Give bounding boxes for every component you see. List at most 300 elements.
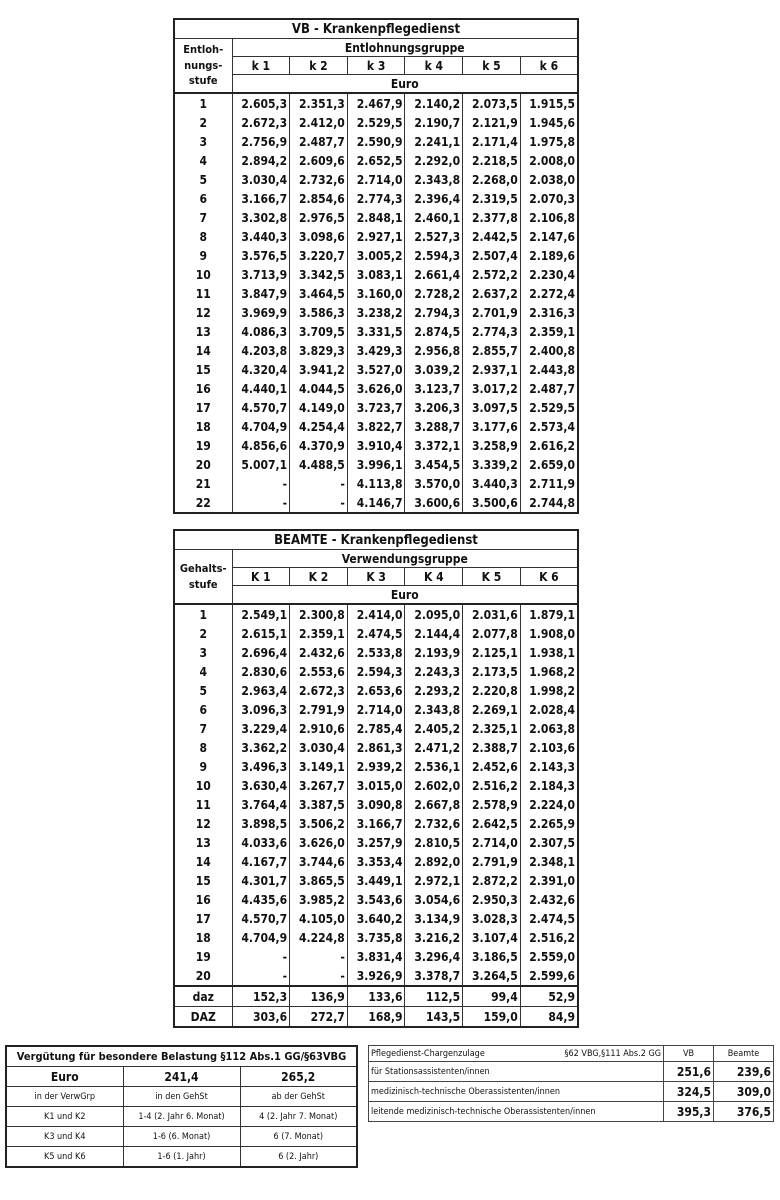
vb-salary-value-cell: 2.927,1	[347, 227, 405, 246]
vb-salary-value-cell: 4.203,8	[232, 341, 290, 360]
vb-salary-value-cell: 3.342,5	[290, 265, 348, 284]
belastung-table	[5, 1045, 358, 1168]
vb-salary-value-cell: 3.713,9	[232, 265, 290, 284]
beamte-salary-value-cell: 3.626,0	[290, 833, 348, 852]
beamte-salary-value-cell: 2.143,3	[520, 757, 578, 776]
vb-salary-value-cell: 4.320,4	[232, 360, 290, 379]
beamte-stub-line-2: stufe	[188, 577, 218, 591]
vb-salary-value-cell: 3.258,9	[463, 436, 521, 455]
beamte-table-title: BEAMTE - Krankenpflegedienst	[174, 530, 578, 550]
vb-salary-value-cell: 1.975,8	[520, 132, 578, 151]
vb-salary-value-cell: 5.007,1	[232, 455, 290, 474]
beamte-salary-value-cell: 2.144,4	[405, 624, 463, 643]
beamte-allowance-value-cell: 159,0	[463, 1007, 521, 1028]
vb-salary-row	[174, 227, 578, 246]
beamte-salary-value-cell: 2.696,4	[232, 643, 290, 662]
vb-salary-value-cell: 2.937,1	[463, 360, 521, 379]
beamte-salary-value-cell: 3.387,5	[290, 795, 348, 814]
vb-salary-row	[174, 360, 578, 379]
beamte-salary-value-cell: 3.985,2	[290, 890, 348, 909]
vb-salary-value-cell: 2.272,4	[520, 284, 578, 303]
beamte-salary-row	[174, 966, 578, 986]
vb-salary-value-cell: 3.177,6	[463, 417, 521, 436]
beamte-allowance-value-cell: 99,4	[463, 986, 521, 1007]
vb-salary-value-cell: 4.704,9	[232, 417, 290, 436]
vb-salary-value-cell: 2.855,7	[463, 341, 521, 360]
beamte-allowance-value-cell: 272,7	[290, 1007, 348, 1028]
vb-salary-value-cell: 2.744,8	[520, 493, 578, 513]
belastung-col-group: in der VerwGrp	[6, 1087, 123, 1107]
beamte-col-k1: K 1	[232, 568, 290, 586]
vb-salary-level-cell: 7	[174, 208, 232, 227]
beamte-salary-value-cell: 2.599,6	[520, 966, 578, 986]
vb-salary-value-cell: 2.359,1	[520, 322, 578, 341]
beamte-allowance-value-cell: 52,9	[520, 986, 578, 1007]
vb-salary-row	[174, 246, 578, 265]
vb-salary-value-cell: 2.400,8	[520, 341, 578, 360]
vb-salary-value-cell: 2.572,2	[463, 265, 521, 284]
beamte-salary-value-cell: 3.166,7	[347, 814, 405, 833]
chargenzulage-vb-value: 395,3	[664, 1102, 714, 1122]
vb-salary-value-cell: 3.454,5	[405, 455, 463, 474]
vb-salary-row	[174, 303, 578, 322]
beamte-salary-row	[174, 719, 578, 738]
beamte-salary-level-cell: 6	[174, 700, 232, 719]
vb-salary-value-cell: 2.732,6	[290, 170, 348, 189]
vb-salary-value-cell: 2.140,2	[405, 93, 463, 113]
beamte-salary-value-cell: 2.861,3	[347, 738, 405, 757]
vb-salary-row	[174, 322, 578, 341]
beamte-salary-value-cell: 3.296,4	[405, 947, 463, 966]
beamte-table-allowances	[174, 986, 578, 1027]
vb-table-title: VB - Krankenpflegedienst	[174, 19, 578, 39]
beamte-salary-value-cell: 2.343,8	[405, 700, 463, 719]
vb-salary-value-cell: 2.460,1	[405, 208, 463, 227]
vb-salary-value-cell: 3.288,7	[405, 417, 463, 436]
vb-currency-label: Euro	[232, 75, 578, 94]
vb-salary-value-cell: 3.123,7	[405, 379, 463, 398]
vb-salary-value-cell: 2.319,5	[463, 189, 521, 208]
vb-salary-value-cell: 3.030,4	[232, 170, 290, 189]
beamte-salary-value-cell: 2.910,6	[290, 719, 348, 738]
beamte-salary-level-cell: 10	[174, 776, 232, 795]
beamte-salary-row	[174, 662, 578, 681]
vb-salary-row	[174, 113, 578, 132]
vb-salary-value-cell: 2.894,2	[232, 151, 290, 170]
belastung-row	[6, 1127, 357, 1147]
vb-salary-value-cell: 3.083,1	[347, 265, 405, 284]
vb-salary-value-cell: 2.637,2	[463, 284, 521, 303]
beamte-salary-value-cell: 2.077,8	[463, 624, 521, 643]
beamte-salary-value-cell: 3.015,0	[347, 776, 405, 795]
vb-salary-row	[174, 132, 578, 151]
beamte-salary-value-cell: 1.938,1	[520, 643, 578, 662]
beamte-salary-value-cell: 1.879,1	[520, 604, 578, 624]
vb-stub-line-3: stufe	[188, 74, 218, 88]
beamte-salary-table	[173, 529, 579, 1028]
beamte-salary-value-cell: 2.432,6	[520, 890, 578, 909]
vb-salary-value-cell: 4.570,7	[232, 398, 290, 417]
vb-salary-value-cell: 2.661,4	[405, 265, 463, 284]
vb-salary-value-cell: 2.443,8	[520, 360, 578, 379]
belastung-after: 6 (2. Jahr)	[240, 1147, 357, 1168]
beamte-salary-value-cell: 3.267,7	[290, 776, 348, 795]
beamte-salary-value-cell: 2.193,9	[405, 643, 463, 662]
beamte-salary-value-cell: 3.030,4	[290, 738, 348, 757]
beamte-salary-value-cell: 2.533,8	[347, 643, 405, 662]
vb-salary-value-cell: 2.956,8	[405, 341, 463, 360]
beamte-allowance-value-cell: 136,9	[290, 986, 348, 1007]
beamte-salary-level-cell: 1	[174, 604, 232, 624]
vb-salary-value-cell: 2.573,4	[520, 417, 578, 436]
vb-salary-value-cell: 2.728,2	[405, 284, 463, 303]
vb-salary-value-cell: -	[232, 474, 290, 493]
beamte-salary-value-cell: 2.892,0	[405, 852, 463, 871]
beamte-column-headers	[174, 568, 578, 586]
vb-salary-value-cell: 2.351,3	[290, 93, 348, 113]
vb-salary-level-cell: 15	[174, 360, 232, 379]
beamte-allowance-value-cell: 112,5	[405, 986, 463, 1007]
vb-salary-value-cell: 2.070,3	[520, 189, 578, 208]
vb-salary-value-cell: 2.073,5	[463, 93, 521, 113]
beamte-salary-value-cell: 2.714,0	[347, 700, 405, 719]
beamte-salary-value-cell: 2.269,1	[463, 700, 521, 719]
vb-salary-value-cell: 2.442,5	[463, 227, 521, 246]
beamte-salary-level-cell: 17	[174, 909, 232, 928]
beamte-salary-row	[174, 833, 578, 852]
beamte-salary-value-cell: 2.791,9	[463, 852, 521, 871]
beamte-salary-value-cell: 2.173,5	[463, 662, 521, 681]
beamte-salary-level-cell: 20	[174, 966, 232, 986]
beamte-salary-value-cell: 4.224,8	[290, 928, 348, 947]
vb-salary-value-cell: 3.910,4	[347, 436, 405, 455]
belastung-group: K5 und K6	[6, 1147, 123, 1168]
vb-salary-level-cell: 9	[174, 246, 232, 265]
chargenzulage-col-beamte: Beamte	[714, 1046, 774, 1062]
vb-salary-value-cell: 2.659,0	[520, 455, 578, 474]
beamte-salary-row	[174, 757, 578, 776]
vb-salary-value-cell: 2.774,3	[463, 322, 521, 341]
beamte-salary-value-cell: 3.090,8	[347, 795, 405, 814]
beamte-salary-value-cell: 2.405,2	[405, 719, 463, 738]
beamte-salary-value-cell: 3.186,5	[463, 947, 521, 966]
vb-salary-level-cell: 3	[174, 132, 232, 151]
vb-salary-value-cell: 2.292,0	[405, 151, 463, 170]
vb-salary-value-cell: 3.166,7	[232, 189, 290, 208]
chargenzulage-beamte-value: 309,0	[714, 1082, 774, 1102]
vb-salary-row	[174, 341, 578, 360]
vb-salary-level-cell: 11	[174, 284, 232, 303]
beamte-salary-value-cell: 2.602,0	[405, 776, 463, 795]
beamte-salary-value-cell: 2.830,6	[232, 662, 290, 681]
belastung-amount-2: 265,2	[240, 1067, 357, 1087]
vb-salary-value-cell: 3.238,2	[347, 303, 405, 322]
vb-salary-value-cell: 2.711,9	[520, 474, 578, 493]
beamte-salary-value-cell: 2.714,0	[463, 833, 521, 852]
vb-salary-value-cell: 3.500,6	[463, 493, 521, 513]
vb-salary-row	[174, 208, 578, 227]
vb-salary-row	[174, 493, 578, 513]
vb-salary-level-cell: 17	[174, 398, 232, 417]
beamte-salary-value-cell: 2.432,6	[290, 643, 348, 662]
vb-salary-value-cell: 2.412,0	[290, 113, 348, 132]
beamte-salary-row	[174, 795, 578, 814]
beamte-stub-line-1: Gehalts-	[179, 561, 227, 575]
vb-salary-level-cell: 12	[174, 303, 232, 322]
beamte-salary-level-cell: 5	[174, 681, 232, 700]
beamte-salary-value-cell: 2.414,0	[347, 604, 405, 624]
vb-salary-row	[174, 436, 578, 455]
chargenzulage-row	[369, 1062, 774, 1082]
beamte-salary-value-cell: 3.378,7	[405, 966, 463, 986]
vb-salary-value-cell: 3.626,0	[347, 379, 405, 398]
vb-salary-value-cell: -	[290, 474, 348, 493]
vb-salary-value-cell: 3.372,1	[405, 436, 463, 455]
vb-salary-value-cell: 4.086,3	[232, 322, 290, 341]
vb-salary-value-cell: 2.121,9	[463, 113, 521, 132]
beamte-group-header: Verwendungsgruppe	[232, 550, 578, 568]
beamte-salary-value-cell: 2.939,2	[347, 757, 405, 776]
beamte-salary-value-cell: 3.898,5	[232, 814, 290, 833]
chargenzulage-row	[369, 1102, 774, 1122]
belastung-group: K1 und K2	[6, 1107, 123, 1127]
vb-salary-value-cell: 3.097,5	[463, 398, 521, 417]
vb-salary-value-cell: 4.044,5	[290, 379, 348, 398]
vb-col-k5: k 5	[463, 57, 521, 75]
beamte-salary-value-cell: 2.474,5	[520, 909, 578, 928]
vb-salary-value-cell: 3.464,5	[290, 284, 348, 303]
vb-salary-value-cell: 3.206,3	[405, 398, 463, 417]
chargenzulage-vb-value: 251,6	[664, 1062, 714, 1082]
vb-salary-value-cell: 2.609,6	[290, 151, 348, 170]
beamte-salary-value-cell: 2.516,2	[463, 776, 521, 795]
vb-salary-value-cell: 2.616,2	[520, 436, 578, 455]
beamte-salary-value-cell: 3.543,6	[347, 890, 405, 909]
vb-salary-value-cell: 3.576,5	[232, 246, 290, 265]
beamte-salary-value-cell: 2.220,8	[463, 681, 521, 700]
vb-salary-value-cell: 2.672,3	[232, 113, 290, 132]
beamte-salary-value-cell: 2.063,8	[520, 719, 578, 738]
beamte-salary-value-cell: 2.536,1	[405, 757, 463, 776]
beamte-salary-value-cell: 2.348,1	[520, 852, 578, 871]
beamte-salary-value-cell: 3.149,1	[290, 757, 348, 776]
vb-salary-value-cell: 3.440,3	[463, 474, 521, 493]
vb-salary-value-cell: 2.756,9	[232, 132, 290, 151]
vb-salary-row	[174, 170, 578, 189]
beamte-salary-level-cell: 11	[174, 795, 232, 814]
beamte-salary-value-cell: 3.229,4	[232, 719, 290, 738]
beamte-salary-value-cell: 3.831,4	[347, 947, 405, 966]
vb-salary-row	[174, 379, 578, 398]
beamte-salary-row	[174, 871, 578, 890]
beamte-salary-value-cell: 3.054,6	[405, 890, 463, 909]
beamte-salary-value-cell: 3.134,9	[405, 909, 463, 928]
vb-salary-level-cell: 14	[174, 341, 232, 360]
vb-salary-value-cell: 4.113,8	[347, 474, 405, 493]
beamte-col-k6: K 6	[520, 568, 578, 586]
vb-salary-value-cell: 2.701,9	[463, 303, 521, 322]
vb-salary-value-cell: 3.570,0	[405, 474, 463, 493]
vb-salary-level-cell: 13	[174, 322, 232, 341]
vb-salary-row	[174, 265, 578, 284]
vb-salary-value-cell: 2.106,8	[520, 208, 578, 227]
vb-salary-value-cell: 3.302,8	[232, 208, 290, 227]
beamte-salary-value-cell: 2.388,7	[463, 738, 521, 757]
vb-salary-level-cell: 2	[174, 113, 232, 132]
vb-salary-value-cell: 3.220,7	[290, 246, 348, 265]
vb-salary-value-cell: 3.440,3	[232, 227, 290, 246]
vb-salary-value-cell: 3.822,7	[347, 417, 405, 436]
beamte-salary-value-cell: 2.125,1	[463, 643, 521, 662]
beamte-salary-value-cell: 2.516,2	[520, 928, 578, 947]
vb-salary-level-cell: 22	[174, 493, 232, 513]
vb-salary-value-cell: 3.941,2	[290, 360, 348, 379]
beamte-salary-level-cell: 19	[174, 947, 232, 966]
beamte-allowance-value-cell: 133,6	[347, 986, 405, 1007]
vb-salary-value-cell: 2.605,3	[232, 93, 290, 113]
beamte-salary-value-cell: 2.224,0	[520, 795, 578, 814]
belastung-group: K3 und K4	[6, 1127, 123, 1147]
belastung-title: Vergütung für besondere Belastung §112 Abs.1 GG/§63VBG	[6, 1046, 357, 1067]
vb-salary-value-cell: 4.440,1	[232, 379, 290, 398]
vb-salary-value-cell: 3.527,0	[347, 360, 405, 379]
beamte-salary-value-cell: -	[290, 947, 348, 966]
beamte-salary-row	[174, 928, 578, 947]
beamte-salary-value-cell: 3.362,2	[232, 738, 290, 757]
vb-salary-value-cell: 2.774,3	[347, 189, 405, 208]
beamte-salary-value-cell: 4.105,0	[290, 909, 348, 928]
belastung-currency-label: Euro	[6, 1067, 123, 1087]
vb-salary-row	[174, 417, 578, 436]
beamte-salary-value-cell: 2.578,9	[463, 795, 521, 814]
vb-group-header: Entlohnungsgruppe	[232, 39, 578, 57]
vb-salary-value-cell: 3.017,2	[463, 379, 521, 398]
beamte-allowance-value-cell: 84,9	[520, 1007, 578, 1028]
vb-salary-value-cell: -	[290, 493, 348, 513]
belastung-col-from: in den GehSt	[123, 1087, 240, 1107]
vb-salary-value-cell: 2.848,1	[347, 208, 405, 227]
beamte-salary-value-cell: 3.096,3	[232, 700, 290, 719]
vb-salary-value-cell: 4.856,6	[232, 436, 290, 455]
vb-salary-value-cell: 2.008,0	[520, 151, 578, 170]
beamte-table-body	[174, 604, 578, 986]
vb-salary-value-cell: 2.976,5	[290, 208, 348, 227]
beamte-salary-level-cell: 16	[174, 890, 232, 909]
vb-salary-value-cell: 2.268,0	[463, 170, 521, 189]
vb-salary-row	[174, 189, 578, 208]
beamte-salary-value-cell: 2.452,6	[463, 757, 521, 776]
beamte-salary-value-cell: 4.301,7	[232, 871, 290, 890]
beamte-salary-value-cell: 4.167,7	[232, 852, 290, 871]
beamte-salary-value-cell: 1.998,2	[520, 681, 578, 700]
vb-salary-level-cell: 10	[174, 265, 232, 284]
vb-salary-level-cell: 21	[174, 474, 232, 493]
vb-salary-value-cell: 2.794,3	[405, 303, 463, 322]
beamte-salary-row	[174, 681, 578, 700]
beamte-col-k3: K 3	[347, 568, 405, 586]
beamte-salary-value-cell: 2.265,9	[520, 814, 578, 833]
vb-salary-value-cell: 4.370,9	[290, 436, 348, 455]
beamte-salary-level-cell: 13	[174, 833, 232, 852]
vb-salary-level-cell: 19	[174, 436, 232, 455]
beamte-salary-value-cell: 2.307,5	[520, 833, 578, 852]
beamte-salary-value-cell: -	[232, 947, 290, 966]
vb-col-k2: k 2	[290, 57, 348, 75]
vb-col-k4: k 4	[405, 57, 463, 75]
vb-salary-value-cell: 2.343,8	[405, 170, 463, 189]
beamte-salary-value-cell: 3.744,6	[290, 852, 348, 871]
vb-salary-value-cell: 2.230,4	[520, 265, 578, 284]
beamte-salary-value-cell: 2.243,3	[405, 662, 463, 681]
vb-salary-value-cell: 2.189,6	[520, 246, 578, 265]
vb-salary-value-cell: 3.586,3	[290, 303, 348, 322]
beamte-allowance-level-cell: daz	[174, 986, 232, 1007]
beamte-salary-value-cell: 3.506,2	[290, 814, 348, 833]
vb-salary-value-cell: 2.527,3	[405, 227, 463, 246]
beamte-currency-label: Euro	[232, 586, 578, 605]
vb-salary-value-cell: 2.487,7	[290, 132, 348, 151]
beamte-salary-level-cell: 3	[174, 643, 232, 662]
beamte-salary-value-cell: 3.735,8	[347, 928, 405, 947]
beamte-salary-value-cell: 2.028,4	[520, 700, 578, 719]
beamte-salary-value-cell: 2.785,4	[347, 719, 405, 738]
vb-salary-value-cell: 3.331,5	[347, 322, 405, 341]
beamte-salary-value-cell: 2.810,5	[405, 833, 463, 852]
beamte-salary-value-cell: 3.496,3	[232, 757, 290, 776]
vb-salary-value-cell: 3.969,9	[232, 303, 290, 322]
beamte-allowance-value-cell: 168,9	[347, 1007, 405, 1028]
beamte-allowance-value-cell: 152,3	[232, 986, 290, 1007]
beamte-salary-value-cell: -	[290, 966, 348, 986]
belastung-row	[6, 1147, 357, 1168]
vb-salary-table	[173, 18, 579, 514]
beamte-salary-value-cell: 2.553,6	[290, 662, 348, 681]
vb-salary-value-cell: 2.714,0	[347, 170, 405, 189]
belastung-row	[6, 1107, 357, 1127]
vb-salary-value-cell: 2.507,4	[463, 246, 521, 265]
beamte-salary-value-cell: 3.264,5	[463, 966, 521, 986]
vb-salary-value-cell: 2.038,0	[520, 170, 578, 189]
vb-salary-value-cell: 1.915,5	[520, 93, 578, 113]
beamte-salary-row	[174, 890, 578, 909]
belastung-from: 1-4 (2. Jahr 6. Monat)	[123, 1107, 240, 1127]
chargenzulage-label: für Stationsassistenten/innen	[369, 1062, 664, 1082]
beamte-salary-value-cell: 2.872,2	[463, 871, 521, 890]
vb-salary-value-cell: 2.529,5	[347, 113, 405, 132]
vb-salary-level-cell: 4	[174, 151, 232, 170]
vb-salary-level-cell: 20	[174, 455, 232, 474]
vb-salary-value-cell: 3.723,7	[347, 398, 405, 417]
beamte-salary-row	[174, 604, 578, 624]
vb-salary-value-cell: 3.098,6	[290, 227, 348, 246]
beamte-salary-value-cell: 2.791,9	[290, 700, 348, 719]
vb-salary-value-cell: 2.396,4	[405, 189, 463, 208]
beamte-salary-value-cell: 2.667,8	[405, 795, 463, 814]
vb-salary-value-cell: 2.218,5	[463, 151, 521, 170]
vb-salary-value-cell: 4.146,7	[347, 493, 405, 513]
vb-salary-value-cell: 2.241,1	[405, 132, 463, 151]
beamte-salary-value-cell: 2.972,1	[405, 871, 463, 890]
vb-salary-value-cell: -	[232, 493, 290, 513]
vb-salary-value-cell: 2.594,3	[405, 246, 463, 265]
beamte-salary-value-cell: 2.103,6	[520, 738, 578, 757]
beamte-salary-value-cell: 2.653,6	[347, 681, 405, 700]
belastung-from: 1-6 (6. Monat)	[123, 1127, 240, 1147]
vb-salary-level-cell: 18	[174, 417, 232, 436]
chargenzulage-label: medizinisch-technische Oberassistenten/innen	[369, 1082, 664, 1102]
vb-col-k6: k 6	[520, 57, 578, 75]
vb-column-headers	[174, 57, 578, 75]
